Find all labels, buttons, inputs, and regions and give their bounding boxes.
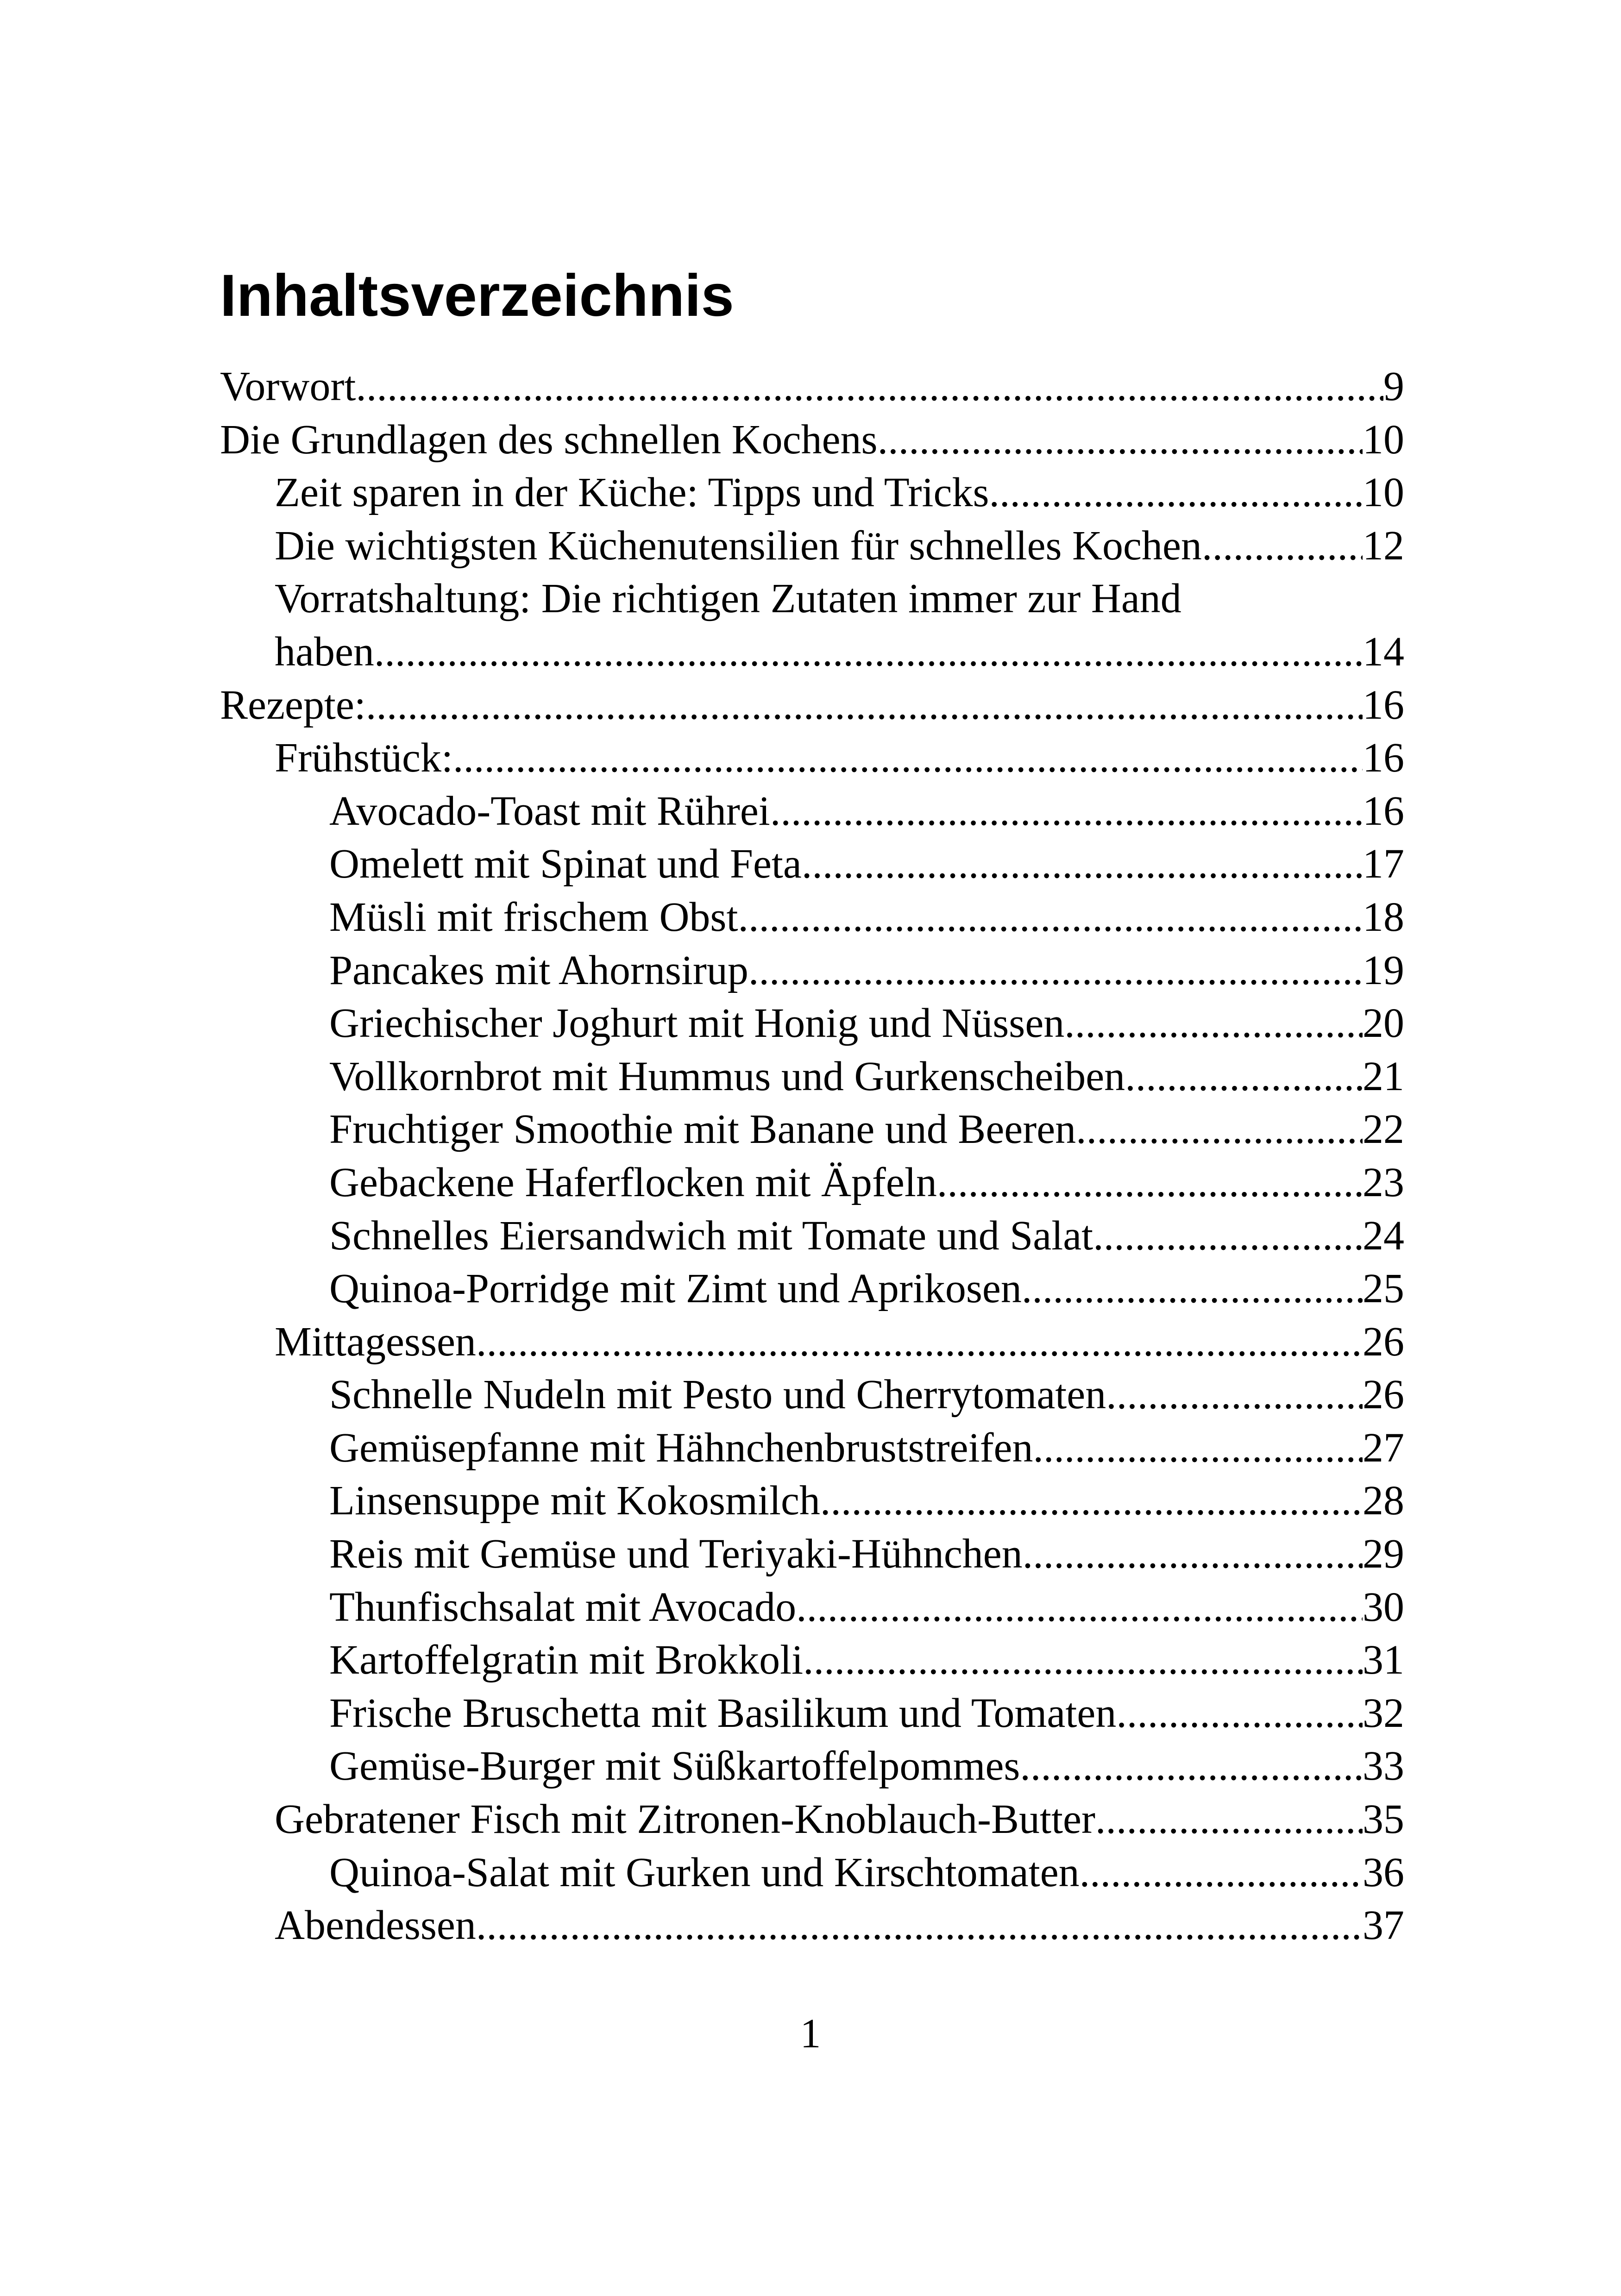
toc-entry-recipe[interactable] xyxy=(220,1368,1404,1422)
toc-dot-leader xyxy=(374,626,1363,679)
page-number: 1 xyxy=(800,2011,821,2057)
toc-entry-title: Gemüsepfanne mit Hähnchenbruststreifen xyxy=(329,1424,1033,1471)
toc-entry-page: 14 xyxy=(1363,628,1404,675)
toc-entry-title: Schnelles Eiersandwich mit Tomate und Salat xyxy=(329,1212,1093,1259)
toc-entry-page: 27 xyxy=(1363,1424,1404,1471)
toc-entry-recipe[interactable] xyxy=(220,1846,1404,1900)
toc-entry-abendessen[interactable] xyxy=(220,1899,1404,1952)
toc-entry-recipe[interactable] xyxy=(220,838,1404,891)
toc-dot-leader xyxy=(1116,1687,1363,1740)
toc-entry-page: 26 xyxy=(1363,1372,1404,1418)
toc-dot-leader xyxy=(476,1316,1363,1369)
toc-entry-title: Vorratshaltung: Die richtigen Zutaten immer zur Hand xyxy=(275,576,1181,622)
toc-dot-leader xyxy=(1033,1422,1363,1475)
toc-entry-recipe[interactable] xyxy=(220,1740,1404,1793)
toc-entry-zeit-sparen[interactable] xyxy=(220,466,1404,520)
toc-entry-recipe[interactable] xyxy=(220,1528,1404,1581)
toc-entry-page: 30 xyxy=(1363,1584,1404,1630)
toc-dot-leader xyxy=(1202,520,1363,573)
toc-dot-leader xyxy=(770,785,1363,838)
toc-entry-title: Fruchtiger Smoothie mit Banane und Beeren xyxy=(329,1106,1076,1153)
toc-dot-leader xyxy=(1095,1793,1363,1846)
toc-entry-title: Gebackene Haferflocken mit Äpfeln xyxy=(329,1159,937,1205)
toc-entry-title: Gemüse-Burger mit Süßkartoffelpommes xyxy=(329,1743,1020,1789)
toc-entry-page: 18 xyxy=(1363,894,1404,940)
toc-entry-title: Müsli mit frischem Obst xyxy=(329,894,738,940)
toc-dot-leader xyxy=(453,732,1363,785)
toc-entry-recipe[interactable] xyxy=(220,1422,1404,1475)
toc-entry-title: Vollkornbrot mit Hummus und Gurkenscheiben xyxy=(329,1053,1125,1099)
toc-entry-page: 10 xyxy=(1363,470,1404,516)
toc-entry-page: 16 xyxy=(1363,735,1404,781)
toc-entry-vorratshaltung-continued[interactable] xyxy=(220,626,1404,679)
toc-entry-gebratener-fisch[interactable] xyxy=(220,1793,1404,1846)
toc-dot-leader xyxy=(989,466,1363,520)
toc-entry-page: 9 xyxy=(1383,364,1404,409)
toc-dot-leader xyxy=(1020,1740,1363,1793)
toc-entry-title: Gebratener Fisch mit Zitronen-Knoblauch-Butter xyxy=(275,1796,1095,1843)
toc-entry-title: Linsensuppe mit Kokosmilch xyxy=(329,1478,820,1524)
toc-entry-page: 10 xyxy=(1363,416,1404,463)
toc-entry-recipe[interactable] xyxy=(220,891,1404,944)
toc-entry-vorwort[interactable] xyxy=(220,360,1404,414)
toc-entry-title: Die Grundlagen des schnellen Kochens xyxy=(220,416,878,463)
toc-entry-rezepte[interactable] xyxy=(220,679,1404,732)
toc-entry-title: Abendessen xyxy=(275,1902,476,1949)
toc-entry-recipe[interactable] xyxy=(220,1262,1404,1316)
toc-entry-recipe[interactable] xyxy=(220,997,1404,1050)
toc-entry-title: Pancakes mit Ahornsirup xyxy=(329,947,748,993)
toc-entry-page: 12 xyxy=(1363,522,1404,569)
toc-dot-leader xyxy=(1080,1846,1363,1900)
toc-entry-page: 35 xyxy=(1363,1796,1404,1843)
toc-entry-recipe[interactable] xyxy=(220,1687,1404,1740)
toc-entry-grundlagen[interactable] xyxy=(220,414,1404,467)
toc-entry-title: Reis mit Gemüse und Teriyaki-Hühnchen xyxy=(329,1531,1023,1577)
toc-entry-page: 20 xyxy=(1363,1000,1404,1047)
toc-dot-leader xyxy=(356,360,1383,414)
toc-dot-leader xyxy=(1076,1103,1363,1156)
toc-dot-leader xyxy=(1022,1262,1363,1316)
toc-entry-page: 24 xyxy=(1363,1212,1404,1259)
toc-entry-page: 28 xyxy=(1363,1478,1404,1524)
toc-entry-page: 16 xyxy=(1363,682,1404,728)
toc-entry-recipe[interactable] xyxy=(220,944,1404,997)
toc-entry-page: 33 xyxy=(1363,1743,1404,1789)
table-of-contents xyxy=(220,360,1404,1952)
toc-dot-leader xyxy=(1023,1528,1363,1581)
toc-entry-title: Quinoa-Salat mit Gurken und Kirschtomaten xyxy=(329,1849,1080,1895)
toc-entry-page: 36 xyxy=(1363,1849,1404,1895)
toc-entry-recipe[interactable] xyxy=(220,1581,1404,1634)
toc-entry-page: 22 xyxy=(1363,1106,1404,1153)
toc-entry-title: Schnelle Nudeln mit Pesto und Cherrytomaten xyxy=(329,1372,1106,1418)
toc-dot-leader xyxy=(937,1156,1363,1210)
toc-entry-title: Mittagessen xyxy=(275,1318,476,1365)
toc-dot-leader xyxy=(476,1899,1363,1952)
toc-entry-page: 16 xyxy=(1363,788,1404,834)
toc-dot-leader xyxy=(738,891,1363,944)
toc-entry-page: 26 xyxy=(1363,1318,1404,1365)
toc-entry-page: 25 xyxy=(1363,1266,1404,1312)
toc-entry-vorratshaltung[interactable] xyxy=(220,572,1404,626)
toc-entry-recipe[interactable] xyxy=(220,1474,1404,1528)
toc-dot-leader xyxy=(366,679,1363,732)
toc-entry-recipe[interactable] xyxy=(220,785,1404,838)
toc-entry-title: Avocado-Toast mit Rührei xyxy=(329,788,770,834)
toc-entry-recipe[interactable] xyxy=(220,1634,1404,1687)
toc-entry-recipe[interactable] xyxy=(220,1210,1404,1263)
toc-dot-leader xyxy=(1093,1210,1363,1263)
toc-entry-title: Frühstück: xyxy=(275,735,453,781)
toc-entry-page: 32 xyxy=(1363,1690,1404,1736)
toc-entry-title: Frische Bruschetta mit Basilikum und Tomaten xyxy=(329,1690,1117,1736)
toc-dot-leader xyxy=(1125,1050,1363,1104)
toc-entry-recipe[interactable] xyxy=(220,1103,1404,1156)
toc-entry-title: Die wichtigsten Küchenutensilien für schnelles Kochen xyxy=(275,522,1202,569)
toc-entry-title: Zeit sparen in der Küche: Tipps und Tricks xyxy=(275,470,989,516)
toc-dot-leader xyxy=(878,414,1363,467)
toc-dot-leader xyxy=(803,1634,1363,1687)
toc-entry-kuechenutensilien[interactable] xyxy=(220,520,1404,573)
toc-dot-leader xyxy=(1106,1368,1363,1422)
toc-entry-page: 21 xyxy=(1363,1053,1404,1099)
toc-entry-title: Quinoa-Porridge mit Zimt und Aprikosen xyxy=(329,1266,1022,1312)
toc-entry-page: 17 xyxy=(1363,841,1404,887)
toc-entry-title: Thunfischsalat mit Avocado xyxy=(329,1584,797,1630)
toc-entry-fruehstueck[interactable] xyxy=(220,732,1404,785)
toc-entry-page: 29 xyxy=(1363,1531,1404,1577)
toc-dot-leader xyxy=(802,838,1363,891)
toc-entry-recipe[interactable] xyxy=(220,1050,1404,1104)
toc-entry-page: 23 xyxy=(1363,1159,1404,1205)
toc-entry-title: Vorwort xyxy=(220,364,356,409)
toc-entry-title: Rezepte: xyxy=(220,682,366,728)
toc-entry-title: Griechischer Joghurt mit Honig und Nüssen xyxy=(329,1000,1065,1047)
toc-entry-title-continuation: haben xyxy=(275,628,374,675)
toc-entry-title: Kartoffelgratin mit Brokkoli xyxy=(329,1637,804,1683)
toc-entry-page: 19 xyxy=(1363,947,1404,993)
toc-dot-leader xyxy=(796,1581,1363,1634)
toc-dot-leader xyxy=(1064,997,1363,1050)
toc-entry-title: Omelett mit Spinat und Feta xyxy=(329,841,802,887)
toc-dot-leader xyxy=(748,944,1363,997)
toc-entry-page: 37 xyxy=(1363,1902,1404,1949)
toc-entry-recipe[interactable] xyxy=(220,1156,1404,1210)
toc-entry-mittagessen[interactable] xyxy=(220,1316,1404,1369)
toc-heading: Inhaltsverzeichnis xyxy=(220,263,734,329)
toc-entry-page: 31 xyxy=(1363,1637,1404,1683)
toc-dot-leader xyxy=(820,1474,1363,1528)
